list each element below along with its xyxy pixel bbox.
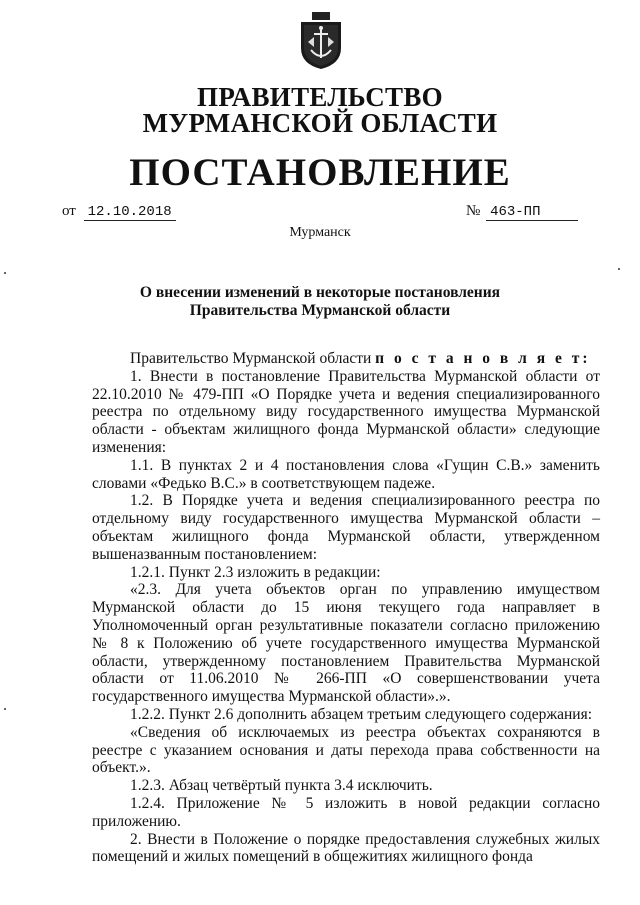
date-value: 12.10.2018	[87, 204, 172, 220]
paragraph-2: 2. Внести в Положение о порядке предоставления служебных жилых помещений и жилых помещений в общежитиях жилищного фонда	[92, 830, 600, 866]
paragraph-1-2: 1.2. В Порядке учета и ведения специализированного реестра по отдельному виду государственного имущества Мурманской области – объектам жилищного фонда Мурманской области, утвержденном вышеназванным постановлением:	[92, 492, 600, 563]
paragraph-quote-reestr: «Сведения об исключаемых из реестра объектах сохраняются в реестре с указанием основания и даты перехода права собственности на объект.».	[92, 723, 600, 777]
intro-verb: п о с т а н о в л я е т:	[375, 350, 591, 367]
scan-speck	[618, 268, 620, 270]
document-date	[62, 203, 176, 221]
coat-of-arms-icon	[298, 12, 344, 70]
scan-speck	[4, 272, 6, 274]
number-prefix: №	[466, 203, 481, 219]
document-number	[466, 203, 578, 221]
date-prefix: от	[62, 203, 76, 219]
paragraph-quote-2-3: «2.3. Для учета объектов орган по управлению имуществом Мурманской области до 15 июня текущего года направляет в Уполномоченный орган результативные показатели согласно приложению № 8 к Положению об учете государственного имущества Мурманской области, утвержденному постановлением Правительства Мурманской области от 11.06.2010 № 266-ПП «О совершенствовании учета государственного имущества Мурманской области».».	[92, 581, 600, 706]
org-name-line1: ПРАВИТЕЛЬСТВО	[197, 82, 443, 112]
paragraph-1-1: 1.1. В пунктах 2 и 4 постановления слова «Гущин С.В.» заменить словами «Федько В.С.» в соответствующем падеже.	[92, 456, 600, 492]
paragraph-1-2-4: 1.2.4. Приложение № 5 изложить в новой редакции согласно приложению.	[92, 794, 600, 830]
document-body	[92, 350, 600, 866]
paragraph-1-2-1: 1.2.1. Пункт 2.3 изложить в редакции:	[130, 563, 381, 581]
city-name: Мурманск	[289, 225, 351, 240]
number-value: 463-ПП	[490, 204, 541, 220]
paragraph-1-2-2: 1.2.2. Пункт 2.6 дополнить абзацем третьим следующего содержания:	[130, 705, 593, 723]
paragraph-1: 1. Внести в постановление Правительства Мурманской области от 22.10.2010 № 479-ПП «О Порядке учета и ведения специализированного реестра по отдельному виду государственного имущества Мурманской области - объектам жилищного фонда Мурманской области» следующие изменения:	[92, 367, 600, 456]
intro-text: Правительство Мурманской области	[130, 350, 376, 367]
org-name-line2: МУРМАНСКОЙ ОБЛАСТИ	[142, 108, 498, 138]
intro-paragraph	[92, 350, 600, 368]
subject-line1: О внесении изменений в некоторые постановления	[139, 284, 501, 301]
subject-line2: Правительства Мурманской области	[189, 302, 451, 319]
scan-speck	[4, 708, 6, 710]
paragraph-1-2-3: 1.2.3. Абзац четвёртый пункта 3.4 исключить.	[130, 777, 433, 795]
document-type-title: ПОСТАНОВЛЕНИЕ	[129, 151, 511, 194]
